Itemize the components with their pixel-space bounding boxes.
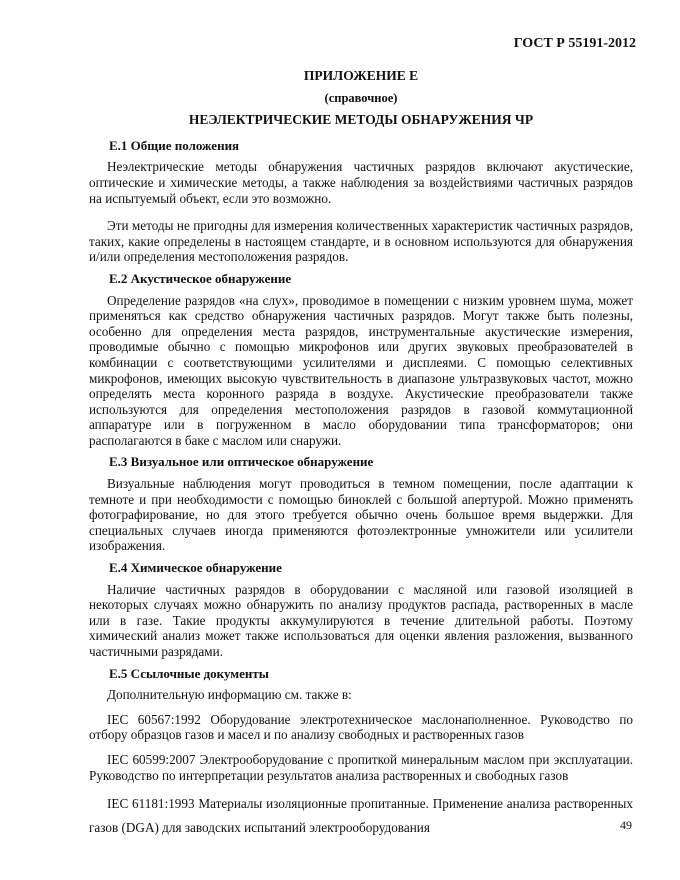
section-heading-e4: Е.4 Химическое обнаружение xyxy=(109,560,282,576)
appendix-name: НЕЭЛЕКТРИЧЕСКИЕ МЕТОДЫ ОБНАРУЖЕНИЯ ЧР xyxy=(188,112,534,128)
reference-item: IEC 60567:1992 Оборудование электротехническое маслонаполненное. Руководство по отбору образцов газов и масел и по анализу свободных и растворенных газов xyxy=(89,711,633,743)
paragraph: Дополнительную информацию см. также в: xyxy=(107,687,352,703)
reference-item: IEC 61181:1993 Материалы изоляционные пропитанные. Применение анализа растворенных газов (DGA) для заводских испытаний электрооборудования xyxy=(89,796,633,836)
paragraph: Определение разрядов «на слух», проводимое в помещении с низким уровнем шума, может применяться как средство обнаружения частичных разрядов. Могут также быть полезны, особенно для определения места разрядов, инструментальные акустические измерения, проводимые обычно с помощью микрофонов или других звуковых преобразователей в комбинации с соответствующими усилителями и дисплеями. С помощью селективных микрофонов, имеющих высокую чувствительность в диапазоне ультразвуковых частот, можно определять места коронного разряда в воздухе. Акустические преобразователи также используются для определения местоположения разрядов в газовой коммутационной аппаратуре или в погруженном в масло оборудовании типа трансформаторов; они располагаются в баке с маслом или снаружи. xyxy=(89,292,633,448)
paragraph: Эти методы не пригодны для измерения количественных характеристик частичных разрядов, таких, какие определены в настоящем стандарте, и в основном используются для обнаружения и/или определения местоположения разрядов. xyxy=(89,218,633,265)
section-heading-e3: Е.3 Визуальное или оптическое обнаружение xyxy=(109,454,374,470)
paragraph: Неэлектрические методы обнаружения частичных разрядов включают акустические, оптические и химические методы, а также наблюдения за воздействиями частичных разрядов на испытуемый объект, если это возможно. xyxy=(89,159,633,206)
paragraph: Визуальные наблюдения могут проводиться в темном помещении, после адаптации к темноте и при необходимости с помощью биноклей с большой апертурой. Можно применять фотографирование, но для этого требуется обычно очень большое время выдержки. Для специальных случаев иногда применяются фотоэлектронные умножители или усилители изображения. xyxy=(89,476,633,554)
section-heading-e1: Е.1 Общие положения xyxy=(109,137,240,153)
paragraph: Наличие частичных разрядов в оборудовании с масляной или газовой изоляцией в некоторых случаях можно обнаружить по анализу продуктов распада, растворенных в масле или в газе. Такие продукты аккумулируются в течение длительной работы. Поэтому химический анализ может также использоваться для оценки явления разложения, вызванного частичными разрядами. xyxy=(89,581,633,659)
page-content xyxy=(89,68,633,850)
appendix-type: (справочное) xyxy=(324,90,398,105)
reference-item: IEC 60599:2007 Электрооборудование с пропиткой минеральным маслом при эксплуатации. Руководство по интерпретации результатов анализа растворенных и свободных газов xyxy=(89,751,633,783)
appendix-title: ПРИЛОЖЕНИЕ Е xyxy=(303,68,419,83)
page-number: 49 xyxy=(620,818,632,832)
section-heading-e2: Е.2 Акустическое обнаружение xyxy=(109,270,292,286)
standard-number: ГОСТ Р 55191-2012 xyxy=(513,36,636,51)
section-heading-e5: Е.5 Ссылочные документы xyxy=(109,665,269,681)
